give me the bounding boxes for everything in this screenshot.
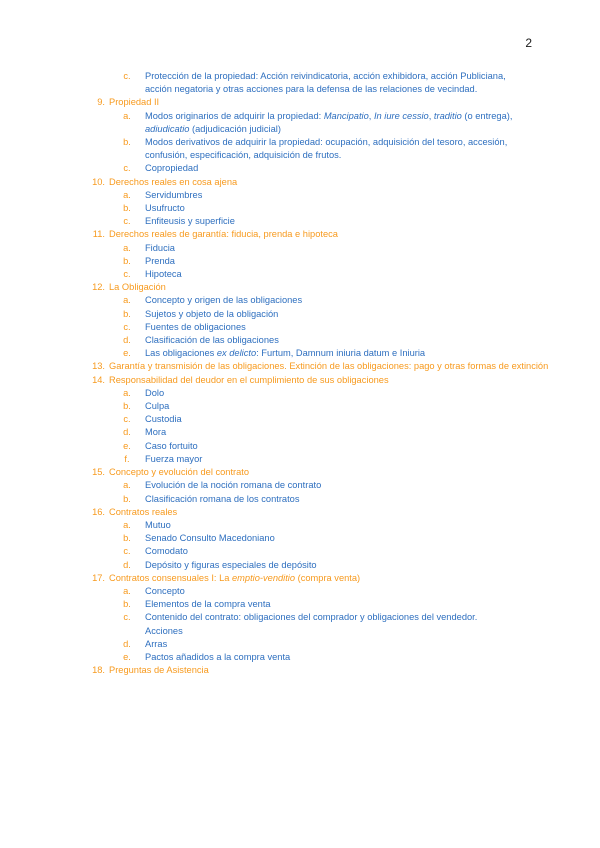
- list-marker: a.: [123, 519, 131, 530]
- outline-subitem: [0, 426, 600, 439]
- list-marker: c.: [123, 414, 131, 425]
- list-marker: b.: [123, 401, 131, 412]
- outline-subitem: [0, 453, 600, 466]
- list-marker: e.: [123, 440, 131, 451]
- italic-text: adiudicatio: [145, 123, 190, 134]
- list-marker: 14.: [92, 374, 105, 385]
- item-text: Contratos reales: [109, 506, 178, 517]
- item-text: Pactos añadidos a la compra venta: [145, 651, 291, 662]
- outline-heading: [0, 360, 600, 373]
- item-text: Concepto: [145, 585, 185, 596]
- outline-subitem: [0, 242, 600, 255]
- list-marker: b.: [123, 493, 131, 504]
- list-marker: 10.: [92, 176, 105, 187]
- item-text: Contratos consensuales I: La: [109, 572, 232, 583]
- list-marker: c.: [123, 163, 131, 174]
- list-marker: a.: [123, 189, 131, 200]
- list-marker: b.: [123, 533, 131, 544]
- item-text: Dolo: [145, 387, 165, 398]
- item-text: (o entrega),: [461, 110, 513, 121]
- item-text: Arras: [145, 638, 168, 649]
- item-text: Derechos reales en cosa ajena: [109, 176, 238, 187]
- outline-subitem: [0, 585, 600, 598]
- list-marker: 13.: [92, 361, 105, 372]
- item-text: Concepto y origen de las obligaciones: [145, 295, 303, 306]
- list-marker: d.: [123, 559, 131, 570]
- item-text: Depósito y figuras especiales de depósito: [145, 559, 317, 570]
- outline-subitem: [0, 440, 600, 453]
- list-marker: c.: [123, 546, 131, 557]
- outline-subitem: [0, 268, 600, 281]
- list-marker: b.: [123, 599, 131, 610]
- outline-heading: [0, 176, 600, 189]
- outline-subitem: [0, 202, 600, 215]
- item-text: Comodato: [145, 546, 188, 557]
- list-marker: c.: [123, 612, 131, 623]
- outline-subitem: [0, 70, 600, 96]
- list-marker: a.: [123, 480, 131, 491]
- outline-subitem: [0, 162, 600, 175]
- list-marker: c.: [123, 321, 131, 332]
- outline-subitem: [0, 532, 600, 545]
- outline-heading: [0, 466, 600, 479]
- outline-subitem: [0, 545, 600, 558]
- outline-subitem: [0, 334, 600, 347]
- item-text: Preguntas de Asistencia: [109, 665, 209, 676]
- item-text: Protección de la propiedad: Acción reivindicatoria, acción exhibidora, acción Publiciana, acción negatoria y otras acciones para la defensa de las relaciones de vecindad.: [145, 71, 506, 95]
- item-text: Las obligaciones: [145, 348, 217, 359]
- outline-subitem: [0, 559, 600, 572]
- list-marker: c.: [123, 216, 131, 227]
- page-number: 2: [525, 36, 532, 50]
- list-marker: b.: [123, 137, 131, 148]
- list-marker: d.: [123, 427, 131, 438]
- item-text: Mora: [145, 427, 167, 438]
- outline-heading: [0, 572, 600, 585]
- outline-subitem: [0, 598, 600, 611]
- item-text: Usufructo: [145, 203, 185, 214]
- item-text: Fuerza mayor: [145, 453, 203, 464]
- list-marker: 9.: [97, 97, 105, 108]
- item-text: Clasificación romana de los contratos: [145, 493, 300, 504]
- item-text: Contenido del contrato: obligaciones del comprador y obligaciones del vendedor. Acciones: [145, 612, 478, 636]
- list-marker: 18.: [92, 665, 105, 676]
- item-text: (adjudicación judicial): [189, 123, 281, 134]
- item-text: (compra venta): [295, 572, 361, 583]
- item-text: ,: [428, 110, 434, 121]
- outline-subitem: [0, 493, 600, 506]
- item-text: Elementos de la compra venta: [145, 599, 271, 610]
- list-marker: d.: [123, 638, 131, 649]
- list-marker: a.: [123, 295, 131, 306]
- item-text: Servidumbres: [145, 189, 203, 200]
- outline-heading: [0, 374, 600, 387]
- item-text: Responsabilidad del deudor en el cumplimiento de sus obligaciones: [109, 374, 389, 385]
- outline-subitem: [0, 215, 600, 228]
- item-text: Mutuo: [145, 519, 171, 530]
- item-text: Culpa: [145, 401, 170, 412]
- outline-heading: [0, 228, 600, 241]
- item-text: Modos derivativos de adquirir la propiedad: ocupación, adquisición del tesoro, accesión, confusión, especificación, adquisición de frutos.: [145, 137, 508, 161]
- outline-heading: [0, 281, 600, 294]
- italic-text: traditio: [433, 110, 462, 121]
- outline-heading: [0, 506, 600, 519]
- list-marker: e.: [123, 348, 131, 359]
- list-marker: 17.: [92, 572, 105, 583]
- outline-heading: [0, 664, 600, 677]
- list-marker: 12.: [92, 282, 105, 293]
- outline-subitem: [0, 110, 600, 136]
- item-text: Clasificación de las obligaciones: [145, 335, 279, 346]
- list-marker: b.: [123, 255, 131, 266]
- item-text: ,: [368, 110, 374, 121]
- item-text: Enfiteusis y superficie: [145, 216, 235, 227]
- list-marker: 16.: [92, 506, 105, 517]
- outline-subitem: [0, 308, 600, 321]
- italic-text: ex delicto: [216, 348, 257, 359]
- outline-subitem: [0, 321, 600, 334]
- item-text: Caso fortuito: [145, 440, 198, 451]
- list-marker: b.: [123, 203, 131, 214]
- list-marker: d.: [123, 335, 131, 346]
- item-text: Evolución de la noción romana de contrato: [145, 480, 322, 491]
- list-marker: a.: [123, 387, 131, 398]
- outline-subitem: [0, 347, 600, 360]
- list-marker: 15.: [92, 467, 105, 478]
- outline-subitem: [0, 638, 600, 651]
- list-marker: c.: [123, 71, 131, 81]
- outline-subitem: [0, 255, 600, 268]
- outline-subitem: [0, 136, 600, 162]
- list-marker: a.: [123, 242, 131, 253]
- item-text: Hipoteca: [145, 269, 182, 280]
- item-text: Prenda: [145, 255, 175, 266]
- italic-text: emptio-venditio: [232, 572, 296, 583]
- outline-subitem: [0, 651, 600, 664]
- outline-subitem: [0, 400, 600, 413]
- item-text: Garantía y transmisión de las obligaciones. Extinción de las obligaciones: pago y otras formas de extinción: [109, 361, 549, 372]
- list-marker: a.: [123, 585, 131, 596]
- list-marker: f.: [124, 453, 130, 464]
- outline-heading: [0, 96, 600, 109]
- list-marker: c.: [123, 269, 131, 280]
- item-text: Fuentes de obligaciones: [145, 321, 246, 332]
- item-text: Concepto y evolución del contrato: [109, 467, 250, 478]
- item-text: Propiedad II: [109, 97, 160, 108]
- outline-subitem: [0, 294, 600, 307]
- outline-subitem: [0, 611, 600, 637]
- item-text: Copropiedad: [145, 163, 199, 174]
- item-text: Modos originarios de adquirir la propiedad:: [145, 110, 324, 121]
- item-text: La Obligación: [109, 282, 166, 293]
- list-marker: a.: [123, 110, 131, 121]
- item-text: Custodia: [145, 414, 182, 425]
- item-text: : Furtum, Damnum iniuria datum e Iniuria: [256, 348, 426, 359]
- italic-text: In iure cessio: [373, 110, 429, 121]
- italic-text: Mancipatio: [323, 110, 369, 121]
- outline-subitem: [0, 519, 600, 532]
- list-marker: b.: [123, 308, 131, 319]
- outline-subitem: [0, 413, 600, 426]
- item-text: Senado Consulto Macedoniano: [145, 533, 275, 544]
- item-text: Fiducia: [145, 242, 175, 253]
- course-outline: [0, 70, 600, 677]
- item-text: Sujetos y objeto de la obligación: [145, 308, 279, 319]
- list-marker: 11.: [92, 229, 105, 240]
- outline-subitem: [0, 387, 600, 400]
- item-text: Derechos reales de garantía: fiducia, prenda e hipoteca: [109, 229, 338, 240]
- list-marker: e.: [123, 651, 131, 662]
- outline-subitem: [0, 189, 600, 202]
- outline-subitem: [0, 479, 600, 492]
